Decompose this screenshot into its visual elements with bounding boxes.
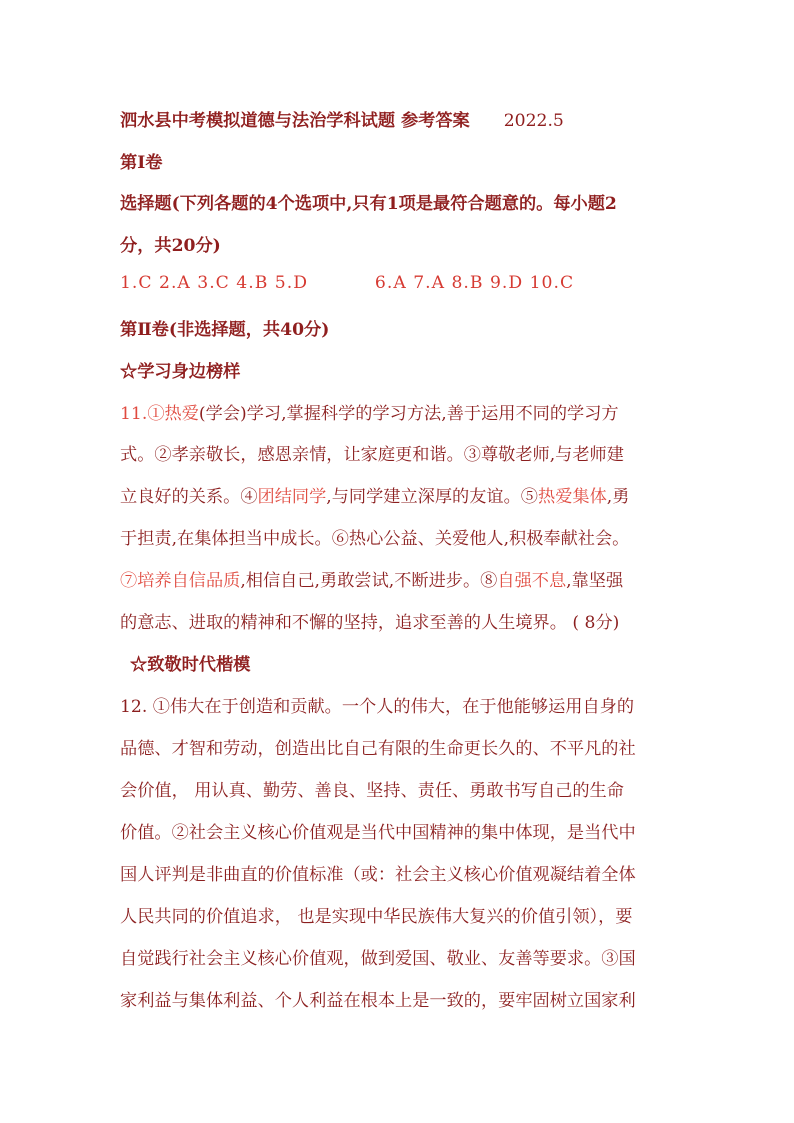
- q11-line4: 于担责,在集体担当中成长。⑥热心公益、关爱他人,积极奉献社会。: [120, 529, 630, 549]
- q11-line1: [120, 399, 619, 424]
- part1-title: 第Ⅰ卷: [120, 153, 163, 173]
- q12-line3: 会价值， 用认真、勤劳、善良、坚持、责任、勇敢书写自己的生命: [120, 781, 624, 801]
- q11-marker-7: ⑦: [120, 571, 138, 591]
- q11-text-3e: ,勇: [606, 487, 630, 507]
- title-date: 2022.5: [503, 111, 564, 131]
- q11-text-1: (学会)学习,掌握科学的学习方法,善于运用不同的学习方: [198, 404, 619, 424]
- q11-number: 11.①: [120, 404, 165, 424]
- part2-title: 第Ⅱ卷(非选择题，共40分): [120, 320, 330, 340]
- q11-keyword-8: 自强不息: [497, 571, 567, 591]
- q12-line1: 12. ①伟大在于创造和贡献。一个人的伟大，在于他能够运用自身的: [120, 697, 635, 717]
- q11-keyword-1: 热爱: [164, 404, 199, 424]
- title-text: 泗水县中考模拟道德与法治学科试题 参考答案: [120, 111, 470, 131]
- q11-line5: [120, 566, 623, 591]
- q11-line2: 式。②孝亲敬长，感恩亲情，让家庭更和谐。③尊敬老师,与老师建: [120, 445, 624, 465]
- q11-line3: [120, 482, 629, 507]
- q11-text-3c: ,与同学建立深厚的友谊。⑤: [326, 487, 538, 507]
- q11-keyword-5: 热爱集体: [538, 487, 607, 507]
- section-title-role-models: ☆学习身边榜样: [120, 362, 241, 382]
- q12-line8: 家利益与集体利益、个人利益在根本上是一致的，要牢固树立国家利: [120, 991, 636, 1011]
- section-title-models-of-era: ☆致敬时代楷模: [130, 655, 251, 675]
- q11-line6: 的意志、进取的精神和不懈的坚持，追求至善的人生境界。 ( 8分): [120, 613, 620, 633]
- page-title: [120, 106, 564, 131]
- choice-answers: [120, 273, 574, 293]
- q12-line6: 人民共同的价值追求， 也是实现中华民族伟大复兴的价值引领），要: [120, 907, 633, 927]
- answers-6-10: 6.A 7.A 8.B 9.D 10.C: [374, 273, 575, 293]
- q12-line4: 价值。②社会主义核心价值观是当代中国精神的集中体现，是当代中: [120, 823, 636, 843]
- q11-text-3a: 立良好的关系。④: [120, 487, 258, 507]
- q11-keyword-4: 团结同学: [257, 487, 327, 507]
- choice-instruction-line2: 分，共20分): [120, 236, 221, 256]
- q11-text-5e: ,靠坚强: [566, 571, 624, 591]
- q12-line5: 国人评判是非曲直的价值标准（或：社会主义核心价值观凝结着全体: [120, 865, 636, 885]
- q11-keyword-7: 培养自信品质: [137, 571, 241, 591]
- answers-1-5: 1.C 2.A 3.C 4.B 5.D: [120, 273, 308, 293]
- q12-line2: 品德、才智和劳动，创造出比自己有限的生命更长久的、不平凡的社: [120, 739, 636, 759]
- q11-text-5c: ,相信自己,勇敢尝试,不断进步。⑧: [240, 571, 498, 591]
- q12-line7: 自觉践行社会主义核心价值观，做到爱国、敬业、友善等要求。③国: [120, 949, 636, 969]
- choice-instruction-line1: 选择题(下列各题的4个选项中,只有1项是最符合题意的。每小题2: [120, 194, 617, 214]
